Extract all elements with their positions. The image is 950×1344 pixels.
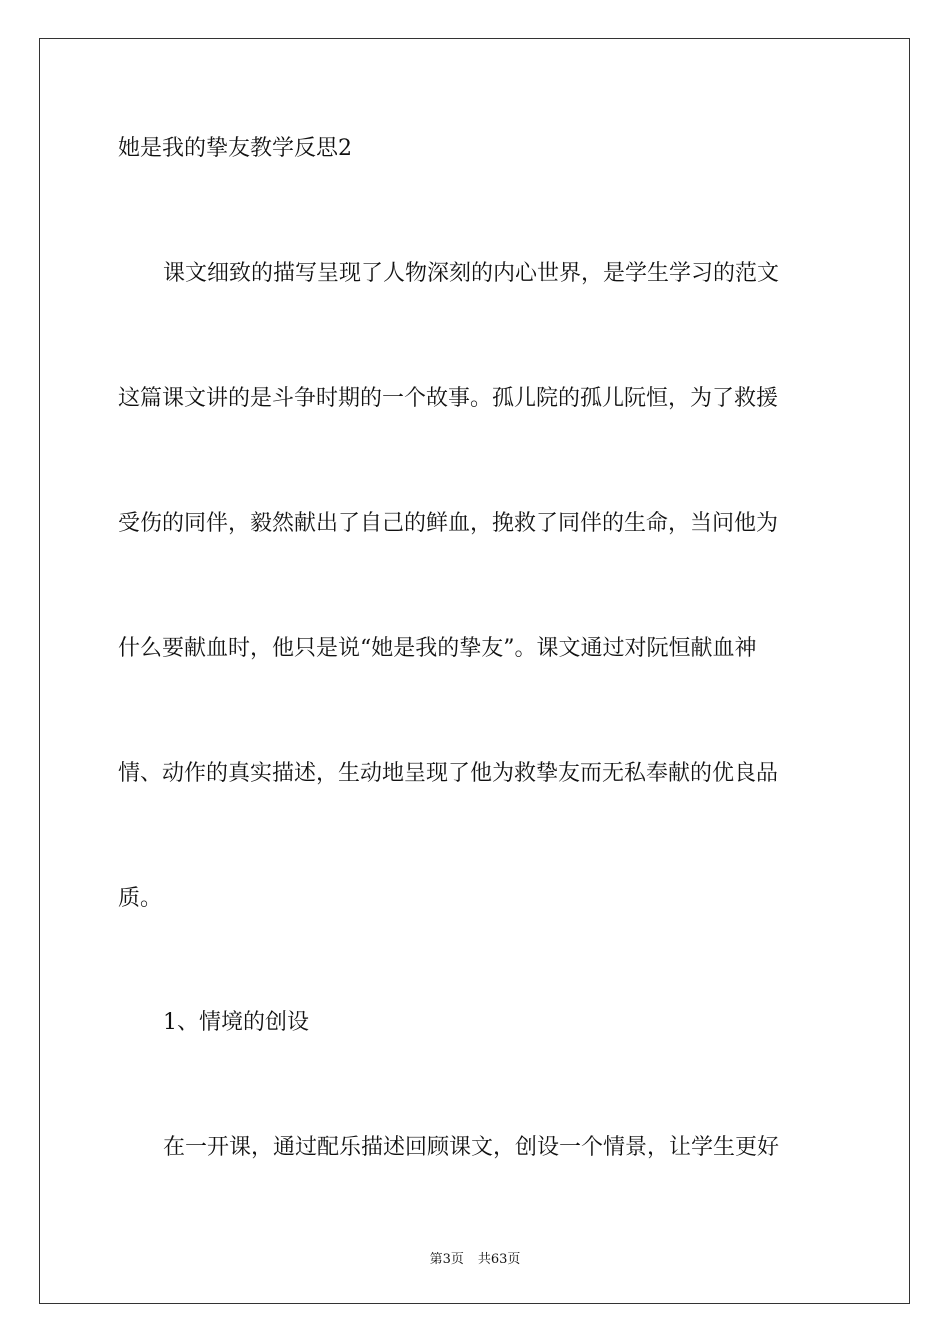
- section-heading: 1、情境的创设: [163, 1010, 309, 1035]
- paragraph-line: 什么要献血时，他只是说“她是我的挚友”。课文通过对阮恒献血神: [118, 636, 757, 661]
- document-title: 她是我的挚友教学反思2: [118, 136, 352, 161]
- page-total: 共63页: [477, 1252, 521, 1267]
- paragraph-line: 在一开课，通过配乐描述回顾课文，创设一个情景，让学生更好: [163, 1135, 780, 1160]
- paragraph-line: 质。: [118, 886, 163, 911]
- page-number: 第3页: [429, 1252, 464, 1267]
- paragraph-line: 情、动作的真实描述，生动地呈现了他为救挚友而无私奉献的优良品: [118, 761, 779, 786]
- page-footer: [0, 1248, 950, 1267]
- page-border: [39, 38, 910, 1304]
- paragraph-line: 受伤的同伴，毅然献出了自己的鲜血，挽救了同伴的生命，当问他为: [118, 511, 779, 536]
- paragraph-line: 这篇课文讲的是斗争时期的一个故事。孤儿院的孤儿阮恒，为了救援: [118, 386, 779, 411]
- paragraph-line: 课文细致的描写呈现了人物深刻的内心世界，是学生学习的范文: [163, 261, 780, 286]
